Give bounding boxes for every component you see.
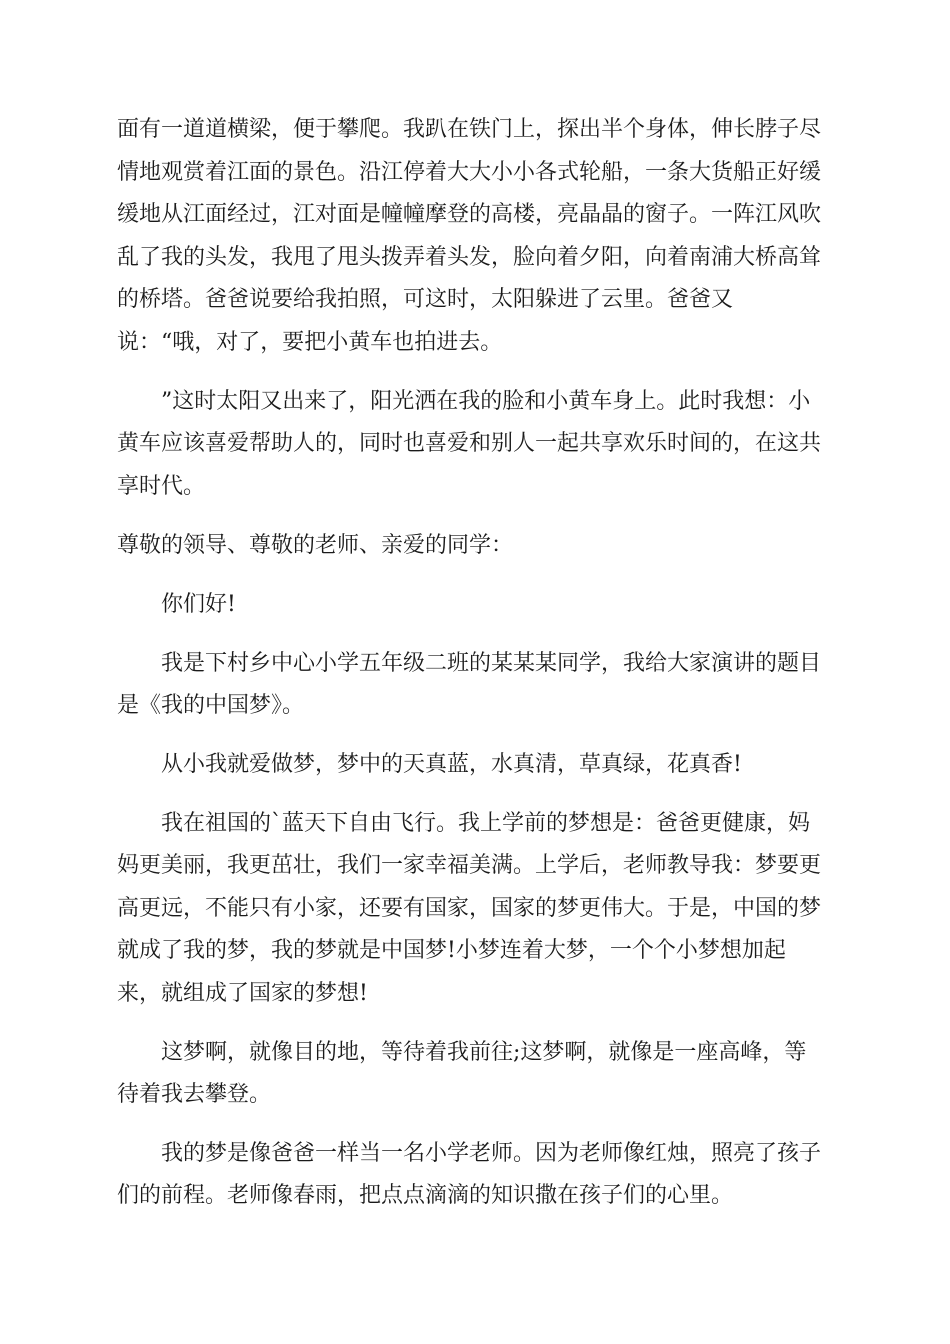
text-line: 妈更美丽，我更茁壮，我们一家幸福美满。上学后，老师教导我：梦要更 (117, 853, 822, 878)
salutation: 尊敬的领导、尊敬的老师、亲爱的同学： (117, 533, 514, 558)
text-line: 来，就组成了国家的梦想! (117, 981, 368, 1006)
text-line: 高更远，不能只有小家，还要有国家，国家的梦更伟大。于是，中国的梦 (117, 896, 822, 921)
text-line: 我是下村乡中心小学五年级二班的某某某同学，我给大家演讲的题目 (161, 651, 822, 676)
text-line: 从小我就爱做梦，梦中的天真蓝，水真清，草真绿，花真香! (161, 752, 742, 777)
text-line: 说：“哦，对了，要把小黄车也拍进去。 (117, 330, 503, 355)
text-line: 缓地从江面经过，江对面是幢幢摩登的高楼，亮晶晶的窗子。一阵江风吹 (117, 202, 822, 227)
text-line: 乱了我的头发，我甩了甩头拨弄着头发，脸向着夕阳，向着南浦大桥高耸 (117, 245, 822, 270)
text-line: 是《我的中国梦》。 (117, 693, 305, 718)
text-line: 享时代。 (117, 474, 206, 499)
text-line: 的桥塔。爸爸说要给我拍照，可这时，太阳躲进了云里。爸爸又 (117, 287, 734, 312)
text-line: 就成了我的梦，我的梦就是中国梦!小梦连着大梦，一个个小梦想加起 (117, 938, 786, 963)
text-line: 面有一道道横梁，便于攀爬。我趴在铁门上，探出半个身体，伸长脖子尽 (117, 117, 822, 142)
text-line: 我在祖国的`蓝天下自由飞行。我上学前的梦想是：爸爸更健康，妈 (161, 811, 811, 836)
text-line: 黄车应该喜爱帮助人的，同时也喜爱和别人一起共享欢乐时间的，在这共 (117, 431, 822, 456)
text-line: 情地观赏着江面的景色。沿江停着大大小小各式轮船，一条大货船正好缓 (117, 160, 822, 185)
greeting: 你们好! (161, 592, 236, 617)
text-line: 这梦啊，就像目的地，等待着我前往;这梦啊，就像是一座高峰，等 (161, 1040, 807, 1065)
text-line: ”这时太阳又出来了，阳光洒在我的脸和小黄车身上。此时我想：小 (161, 389, 811, 414)
text-line: 我的梦是像爸爸一样当一名小学老师。因为老师像红烛，照亮了孩子 (161, 1141, 822, 1166)
text-line: 待着我去攀登。 (117, 1082, 272, 1107)
text-line: 们的前程。老师像春雨，把点点滴滴的知识撒在孩子们的心里。 (117, 1183, 734, 1208)
